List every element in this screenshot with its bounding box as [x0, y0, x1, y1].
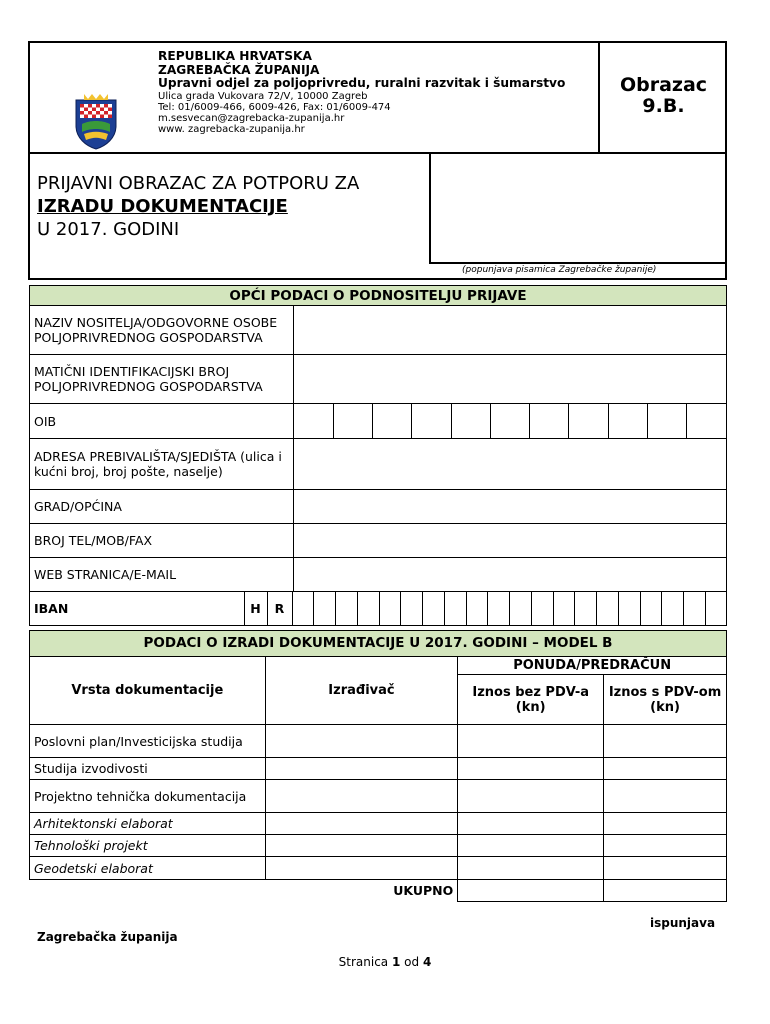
oib-digit[interactable]	[451, 404, 490, 438]
iban-digit[interactable]	[444, 592, 466, 625]
iban-digit[interactable]	[423, 592, 445, 625]
col-type-header: Vrsta dokumentacije	[30, 657, 266, 725]
maker-field[interactable]	[265, 835, 458, 857]
oib-boxes	[294, 404, 726, 438]
oib-digit[interactable]	[333, 404, 372, 438]
title-line-1: PRIJAVNI OBRAZAC ZA POTPORU ZA	[37, 173, 360, 194]
institution-block	[158, 50, 565, 135]
net-amount-field[interactable]	[458, 835, 604, 857]
office-email: m.sesvecan@zagrebacka-zupanija.hr	[158, 112, 345, 124]
oib-digit[interactable]	[569, 404, 608, 438]
net-amount-field[interactable]	[458, 725, 604, 758]
page-of: od	[404, 955, 420, 969]
col-maker-header: Izrađivač	[265, 657, 458, 725]
oib-digit[interactable]	[373, 404, 412, 438]
phone-field[interactable]	[294, 524, 727, 558]
iban-digit[interactable]	[510, 592, 532, 625]
address-field[interactable]	[294, 439, 727, 490]
mibpg-field[interactable]	[294, 355, 727, 404]
col-gross-header: Iznos s PDV-om (kn)	[604, 675, 727, 725]
maker-field[interactable]	[265, 780, 458, 813]
title-line-2: IZRADU DOKUMENTACIJE	[37, 196, 288, 217]
iban-digit[interactable]	[553, 592, 575, 625]
office-web: www. zagrebacka-zupanija.hr	[158, 124, 305, 136]
maker-field[interactable]	[265, 758, 458, 780]
county-name: ZAGREBAČKA ŽUPANIJA	[158, 62, 320, 77]
total-label: UKUPNO	[30, 880, 458, 902]
oib-digit[interactable]	[608, 404, 647, 438]
net-amount-field[interactable]	[458, 780, 604, 813]
iban-digit[interactable]	[314, 592, 336, 625]
iban-digit[interactable]	[684, 592, 706, 625]
col-net-header: Iznos bez PDV-a (kn)	[458, 675, 604, 725]
filled-by-label: ispunjava	[650, 916, 716, 930]
republic-name: REPUBLIKA HRVATSKA	[158, 49, 312, 63]
iban-digit[interactable]	[531, 592, 553, 625]
iban-digit[interactable]	[597, 592, 619, 625]
holder-name-label: NAZIV NOSITELJA/ODGOVORNE OSOBE POLJOPRIVREDNOG GOSPODARSTVA	[30, 306, 294, 355]
iban-digit[interactable]	[618, 592, 640, 625]
doc-type-feasibility: Studija izvodivosti	[30, 758, 266, 780]
iban-digit[interactable]	[662, 592, 684, 625]
net-amount-field[interactable]	[458, 813, 604, 835]
total-gross-field[interactable]	[604, 880, 727, 902]
registry-stamp-box	[429, 152, 727, 264]
city-field[interactable]	[294, 490, 727, 524]
section2-heading: PODACI O IZRADI DOKUMENTACIJE U 2017. GODINI – MODEL B	[30, 631, 727, 657]
web-email-label: WEB STRANICA/E-MAIL	[30, 558, 294, 592]
form-label: Obrazac	[619, 74, 708, 96]
title-line-3: U 2017. GODINI	[37, 219, 180, 240]
iban-row	[30, 592, 726, 625]
registry-note: (popunjava pisamica Zagrebačke županije)	[462, 265, 657, 275]
holder-name-field[interactable]	[294, 306, 727, 355]
maker-field[interactable]	[265, 725, 458, 758]
gross-amount-field[interactable]	[604, 758, 727, 780]
form-title	[37, 172, 359, 241]
form-number	[600, 75, 727, 117]
gross-amount-field[interactable]	[604, 725, 727, 758]
gross-amount-field[interactable]	[604, 835, 727, 857]
maker-field[interactable]	[265, 813, 458, 835]
oib-digit[interactable]	[647, 404, 686, 438]
oib-label: OIB	[30, 404, 294, 439]
iban-digit[interactable]	[401, 592, 423, 625]
iban-digit[interactable]	[292, 592, 314, 625]
phone-label: BROJ TEL/MOB/FAX	[30, 524, 294, 558]
doc-type-technological: Tehnološki projekt	[30, 835, 266, 857]
page-number	[0, 955, 770, 969]
iban-digit[interactable]	[466, 592, 488, 625]
iban-country-h: H	[244, 592, 267, 625]
maker-field[interactable]	[265, 857, 458, 880]
doc-type-business-plan: Poslovni plan/Investicijska studija	[30, 725, 266, 758]
net-amount-field[interactable]	[458, 857, 604, 880]
net-amount-field[interactable]	[458, 758, 604, 780]
office-phone: Tel: 01/6009-466, 6009-426, Fax: 01/6009-474	[158, 101, 391, 113]
gross-amount-field[interactable]	[604, 813, 727, 835]
section1-heading: OPĆI PODACI O PODNOSITELJU PRIJAVE	[30, 286, 727, 306]
gross-amount-field[interactable]	[604, 857, 727, 880]
iban-label: IBAN	[30, 592, 244, 625]
oib-digit[interactable]	[490, 404, 529, 438]
office-name: Upravni odjel za poljoprivredu, ruralni razvitak i šumarstvo	[158, 76, 566, 90]
page-prefix: Stranica	[338, 955, 389, 969]
iban-digit[interactable]	[488, 592, 510, 625]
iban-digit[interactable]	[357, 592, 379, 625]
address-label: ADRESA PREBIVALIŠTA/SJEDIŠTA (ulica i kućni broj, broj pošte, naselje)	[30, 439, 294, 490]
doc-type-architectural: Arhitektonski elaborat	[30, 813, 266, 835]
web-email-field[interactable]	[294, 558, 727, 592]
iban-digit[interactable]	[575, 592, 597, 625]
documentation-table	[29, 630, 727, 902]
page-current: 1	[391, 955, 401, 969]
doc-type-technical: Projektno tehnička dokumentacija	[30, 780, 266, 813]
iban-country-r: R	[267, 592, 292, 625]
page-total: 4	[422, 955, 432, 969]
iban-digit[interactable]	[640, 592, 662, 625]
mibpg-label: MATIČNI IDENTIFIKACIJSKI BROJ POLJOPRIVREDNOG GOSPODARSTVA	[30, 355, 294, 404]
total-net-field[interactable]	[458, 880, 604, 902]
doc-type-geodetic: Geodetski elaborat	[30, 857, 266, 880]
oib-digit[interactable]	[294, 404, 333, 438]
gross-amount-field[interactable]	[604, 780, 727, 813]
iban-digit[interactable]	[336, 592, 358, 625]
form-code: 9.B.	[642, 95, 685, 117]
oib-digit[interactable]	[412, 404, 451, 438]
county-coat-of-arms-icon	[70, 92, 122, 150]
iban-digit[interactable]	[705, 592, 726, 625]
oib-digit[interactable]	[687, 404, 726, 438]
filled-by-county: Zagrebačka županija	[37, 930, 178, 944]
col-offer-header: PONUDA/PREDRAČUN	[458, 657, 727, 675]
iban-digit[interactable]	[379, 592, 401, 625]
applicant-table	[29, 285, 727, 626]
city-label: GRAD/OPĆINA	[30, 490, 294, 524]
oib-digit[interactable]	[530, 404, 569, 438]
office-address: Ulica grada Vukovara 72/V, 10000 Zagreb	[158, 90, 368, 102]
